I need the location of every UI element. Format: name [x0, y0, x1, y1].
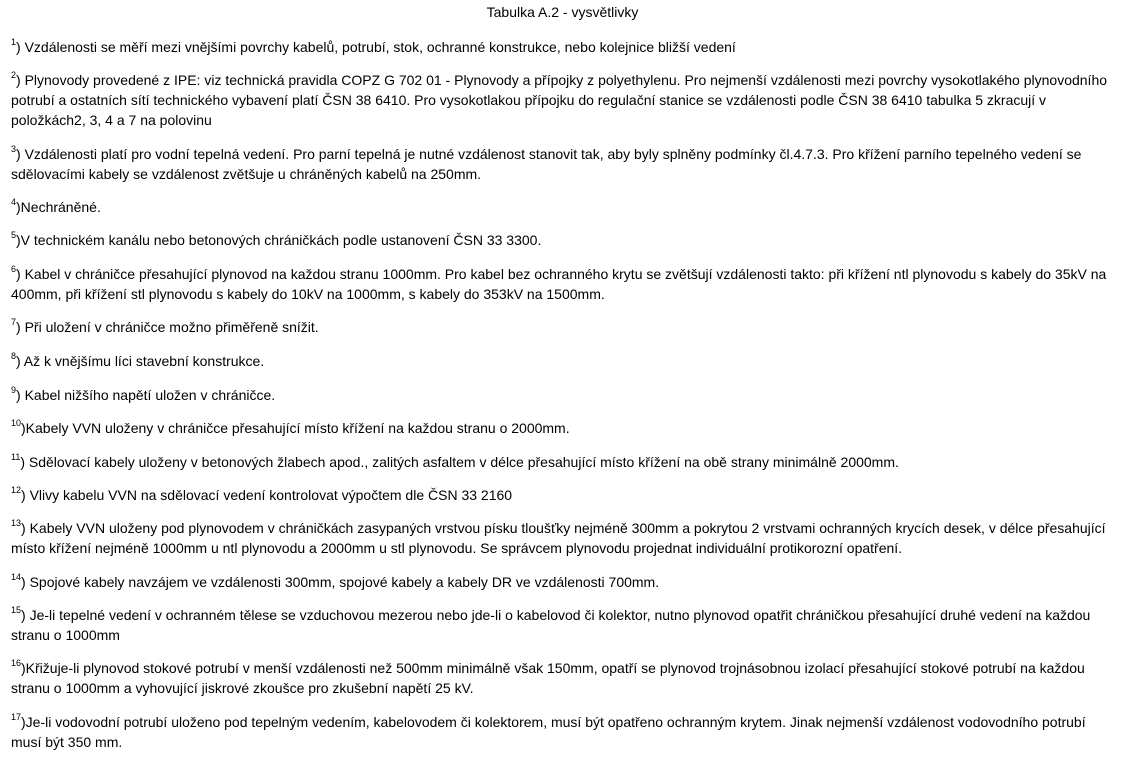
footnote-number: 16: [11, 658, 22, 669]
footnote-text: ) Je-li tepelné vedení v ochranném tělese se vzduchovou mezerou nebo jde-li o kabelovod či kolektor, nutno plynovod opatřit chráničkou přesahující druhé vedení na každou stranu o 1000mm: [11, 607, 1091, 643]
footnote-15: [11, 605, 1111, 645]
footnote-7: [11, 317, 1111, 337]
footnote-text: ) Kabely VVN uloženy pod plynovodem v chráničkách zasypaných vrstvou písku tloušťky nejméně 300mm a pokrytou 2 vrstvami ochranných krycích desek, v délce přesahující místo křížení nejméně 1000mm u ntl plynovodu a 2000mm u stl plynovodu. Se správcem plynovodu projednat individuální protikorozní opatření.: [11, 520, 1106, 556]
footnote-text: ) Při uložení v chráničce možno přiměřeně snížit.: [16, 319, 319, 335]
footnote-number: 10: [11, 418, 22, 429]
footnote-17: [11, 712, 1111, 752]
footnote-number: 6: [11, 264, 17, 275]
footnote-text: )Kabely VVN uloženy v chráničce přesahující místo křížení na každou stranu o 2000mm.: [21, 420, 570, 436]
footnote-text: ) Kabel nižšího napětí uložen v chráničce.: [16, 387, 276, 403]
footnote-text: ) Spojové kabely navzájem ve vzdálenosti 300mm, spojové kabely a kabely DR ve vzdálenosti 700mm.: [21, 574, 660, 590]
footnote-13: [11, 518, 1111, 558]
footnote-text: ) Vzdálenosti platí pro vodní tepelná vedení. Pro parní tepelná je nutné vzdálenost stanovit tak, aby byly splněny podmínky čl.4.7.3. Pro křížení parního tepelného vedení se sdělovacími kabely se vzdálenost zvětšuje u chráněných kabelů na 250mm.: [11, 146, 1082, 182]
footnote-text: ) Sdělovací kabely uloženy v betonových žlabech apod., zalitých asfaltem v délce přesahující místo křížení na obě strany minimálně 2000mm.: [20, 454, 899, 470]
footnote-number: 7: [11, 317, 17, 328]
footnote-number: 4: [11, 197, 17, 208]
footnote-number: 9: [11, 385, 17, 396]
document-title: Tabulka A.2 - vysvětlivky: [486, 4, 639, 20]
footnote-text: )Nechráněné.: [16, 199, 101, 215]
footnote-number: 11: [11, 452, 21, 463]
footnote-11: [11, 452, 1111, 472]
footnote-text: ) Vzdálenosti se měří mezi vnějšími povrchy kabelů, potrubí, stok, ochranné konstrukce, nebo kolejnice bližší vedení: [16, 39, 736, 55]
footnote-6: [11, 264, 1111, 304]
footnote-4: [11, 197, 1111, 217]
footnote-text: )V technickém kanálu nebo betonových chráničkách podle ustanovení ČSN 33 3300.: [16, 232, 542, 248]
footnote-2: [11, 70, 1111, 130]
footnote-number: 17: [11, 712, 22, 723]
footnote-number: 12: [11, 485, 22, 496]
footnote-12: [11, 485, 1111, 505]
footnote-5: [11, 230, 1111, 250]
footnote-number: 8: [11, 351, 17, 362]
footnote-9: [11, 385, 1111, 405]
footnote-1: [11, 37, 1111, 57]
footnote-number: 3: [11, 144, 17, 155]
footnote-16: [11, 658, 1111, 698]
footnote-8: [11, 351, 1111, 371]
footnote-number: 15: [11, 605, 22, 616]
footnote-number: 14: [11, 572, 22, 583]
footnote-text: )Křižuje-li plynovod stokové potrubí v menší vzdálenosti než 500mm minimálně však 150mm, opatří se plynovod trojnásobnou izolací přesahující stokové potrubí na každou stranu o 1000mm a vyhovující jiskrové zkoušce pro zkušební napětí 25 kV.: [11, 660, 1085, 696]
footnote-text: )Je-li vodovodní potrubí uloženo pod tepelným vedením, kabelovodem či kolektorem, musí být opatřeno ochranným krytem. Jinak nejmenší vzdálenost vodovodního potrubí musí být 350 mm.: [11, 714, 1086, 750]
footnote-number: 13: [11, 518, 22, 529]
footnote-number: 1: [11, 37, 17, 48]
footnote-text: ) Vlivy kabelu VVN na sdělovací vedení kontrolovat výpočtem dle ČSN 33 2160: [21, 487, 513, 503]
footnote-text: ) Plynovody provedené z IPE: viz technická pravidla COPZ G 702 01 - Plynovody a přípojky z polyethylenu. Pro nejmenší vzdálenosti mezi povrchy vysokotlakého plynovodního potrubí a ostatních sítí technického vybavení platí ČSN 38 6410. Pro vysokotlakou přípojku do regulační stanice se vzdálenosti podle ČSN 38 6410 tabulka 5 zkracují v položkách2, 3, 4 a 7 na polovinu: [11, 72, 1108, 128]
footnote-14: [11, 572, 1111, 592]
footnote-number: 2: [11, 70, 17, 81]
footnote-text: ) Až k vnějšímu líci stavební konstrukce.: [16, 353, 265, 369]
footnote-3: [11, 144, 1111, 184]
footnote-10: [11, 418, 1111, 438]
footnote-number: 5: [11, 230, 17, 241]
footnote-text: ) Kabel v chráničce přesahující plynovod na každou stranu 1000mm. Pro kabel bez ochranného krytu se zvětšují vzdálenosti takto: při křížení ntl plynovodu s kabely do 35kV na 400mm, při křížení stl plynovodu s kabely do 10kV na 1000mm, s kabely do 353kV na 1500mm.: [11, 266, 1107, 302]
